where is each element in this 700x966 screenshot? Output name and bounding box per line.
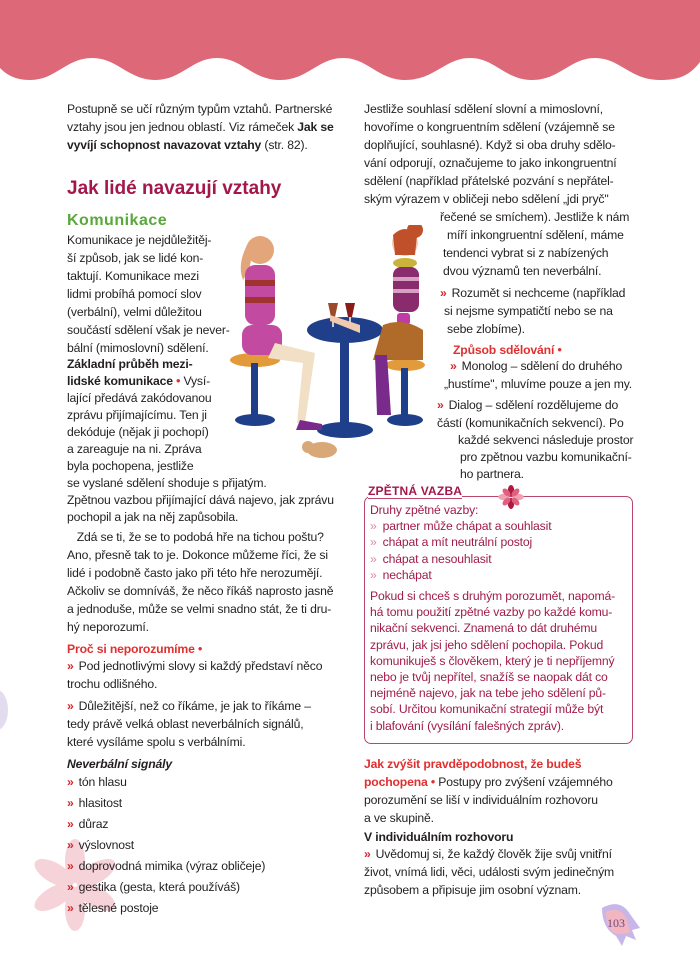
bullet-icon: » [370, 535, 377, 550]
proc-title: Proč si neporozumíme • [67, 642, 203, 656]
pochopena-paragraph [364, 755, 613, 827]
bullet-icon: » [67, 699, 74, 713]
list-item [67, 898, 265, 919]
tichou-posta-paragraph: Zdá se ti, že se to podobá hře na tichou poštu? Ano, přesně tak to je. Dokonce můžeme říci, že si lidé i podobně často jako při této hře nerozumějí. Ačkoliv se domníváš, že něco říkáš naprosto jasně a jednoduše, může se velmi snadno stát, že ti dru- hý neporozumí. [67, 530, 334, 634]
list-item-text: tón hlasu [78, 775, 127, 789]
bullet-icon: » [364, 847, 371, 861]
list-item [67, 856, 265, 877]
zakladni-text-rest: lající předává zakódovanou zprávu přijímajícímu. Ten ji dekóduje (nějak ji pochopí) a zareaguje na ni. Zpráva byla pochopena, jestliže se vyslané sdělení shoduje s přijatým. Zpětnou vazbou přijímající dává najevo, jak zprávu pochopil a jak na něj zapůsobila. [67, 391, 334, 524]
bullet-icon: » [370, 551, 377, 566]
list-item: partner může chápat a souhlasit [382, 519, 552, 534]
bullet-icon: » [370, 519, 377, 534]
subheading-komunikace: Komunikace [67, 212, 168, 229]
text-line: Dialog – sdělení rozdělujeme do [448, 398, 619, 412]
list-item-text: tělesné postoje [78, 901, 159, 915]
header-wave-decoration [0, 0, 700, 90]
intro-page-ref: (str. 82). [261, 138, 308, 152]
bullet-dot: • [172, 374, 184, 388]
list-item: chápat a mít neutrální postoj [382, 535, 533, 550]
individualni-text: Uvědomuj si, že každý člověk žije svůj vnitřní život, vnímá lidi, věci, události svým jedinečným způsobem a připisuje jim osobní význam. [364, 847, 615, 897]
section-heading: Jak lidé navazují vztahy [67, 178, 282, 199]
zakladni-paragraph [67, 356, 334, 526]
proc-item-2 [67, 697, 311, 751]
feedback-box-title: ZPĚTNÁ VAZBA [368, 484, 463, 498]
text-line: si nejsme sympatičtí nebo se na [444, 304, 613, 318]
zakladni-text: Vysí- [183, 374, 210, 388]
intro-paragraph [67, 100, 334, 154]
proc-item-text: Pod jednotlivými slovy si každý představí něco trochu odlišného. [67, 659, 323, 691]
komunikace-paragraph: Komunikace je nejdůležitěj- ší způsob, jak se lidé kon- taktují. Komunikace mezi lidmi probíhá pomocí slov (verbální), velmi důležitou součástí sdělení však je never- bální (mimoslovní) sdělení. [67, 233, 230, 355]
intro-bold-ref-2: vyvíjí schopnost navazovat vztahy [67, 138, 262, 152]
list-item [67, 793, 265, 814]
text-line: ho partnera. [460, 467, 524, 481]
bullet-icon: » [440, 286, 447, 300]
list-item-text: gestika (gesta, která používáš) [78, 880, 240, 894]
individualni-title: V individuálním rozhovoru [364, 830, 514, 844]
pochopena-text: Postupy pro zvýšení vzájemného [435, 775, 613, 789]
zakladni-title: Základní průběh mezi- [67, 357, 193, 371]
kongruence-paragraph: Jestliže souhlasí sdělení slovní a mimoslovní, hovoříme o kongruentním sdělení (vzájemně se doplňující, souhlasné). Když si oba druhy sdělo- vání odporují, označujeme to jako inkongruentní sdělení (například přátelské pozvání s nepřátel- ským výrazem v obličeji nebo sdělení „jdi pryč" [364, 102, 617, 206]
text-line: „hustíme", mluvíme pouze a jen my. [444, 377, 632, 391]
rozumet-item [440, 284, 625, 302]
monolog-item [450, 357, 622, 375]
list-item [67, 772, 265, 793]
bullet-icon: » [67, 838, 74, 852]
bullet-icon: » [370, 567, 377, 582]
list-item-text: hlasitost [78, 796, 122, 810]
proc-item-1 [67, 657, 322, 693]
pochopena-title-2: pochopena • [364, 775, 436, 789]
list-item-text: výslovnost [78, 838, 135, 852]
list-item: nechápat [382, 567, 432, 582]
text-line: Rozumět si nechceme (například [451, 286, 626, 300]
list-item: chápat a nesouhlasit [382, 551, 492, 566]
intro-text: Postupně se učí různým typům vztahů. Partnerské vztahy jsou jen jednou oblastí. Viz rámeček [67, 102, 333, 134]
zpusob-title: Způsob sdělování • [453, 343, 562, 357]
dialog-item [437, 396, 618, 414]
zakladni-title-2: lidské komunikace [67, 374, 173, 388]
text-line: Monolog – sdělení do druhého [461, 359, 623, 373]
list-item-text: doprovodná mimika (výraz obličeje) [78, 859, 266, 873]
bullet-icon: » [67, 859, 74, 873]
bullet-icon: » [67, 817, 74, 831]
text-line: každé sekvenci následuje prostor [458, 433, 634, 447]
list-item [67, 814, 265, 835]
list-item [67, 877, 265, 898]
bullet-icon: » [450, 359, 457, 373]
list-item [67, 835, 265, 856]
list-item-text: důraz [78, 817, 109, 831]
bullet-icon: » [437, 398, 444, 412]
text-line: pro zpětnou vazbu komunikační- [460, 450, 632, 464]
text-line: míří inkongruentní sdělení, máme [447, 228, 624, 242]
text-line: částí (komunikačních sekvencí). Po [437, 416, 624, 430]
proc-item-text: Důležitější, než co říkáme, je jak to říkáme – tedy právě velká oblast neverbálních signálů, které vysíláme spolu s verbálními. [67, 699, 311, 749]
text-line: dvou významů ten neverbální. [443, 264, 602, 278]
side-tab-decoration [0, 690, 8, 730]
feedback-box-content [370, 502, 615, 734]
neverbalni-list [67, 772, 265, 919]
text-line: řečené se smíchem). Jestliže k nám [440, 210, 630, 224]
bullet-icon: » [67, 796, 74, 810]
pochopena-title: Jak zvýšit pravděpodobnost, že budeš [364, 757, 582, 771]
feedback-paragraph: Pokud si chceš s druhým porozumět, napomá- há tomu použití zpětné vazby po každé komu- nikační sekvenci. Znamená to dát druhému zprávu, jak jsi jeho sdělení pochopila. Pokud komunikuješ s člověkem, který je ti nepříjemný nebo je tvůj nepřítel, snažíš se naopak dát co nejméně najevo, jak na tebe jeho sdělení pů- sobí. Určitou komunikační strategií může být i blafování (vysílání falešných zpráv). [370, 589, 616, 733]
text-line: sebe zlobíme). [447, 322, 525, 336]
individualni-item [364, 845, 614, 899]
text-line: tendenci vybrat si z nabízených [443, 246, 609, 260]
pochopena-text-rest: porozumění se liší v individuálním rozhovoru a ve skupině. [364, 793, 598, 825]
bullet-icon: » [67, 880, 74, 894]
intro-bold-ref: Jak se [297, 120, 334, 134]
feedback-intro: Druhy zpětné vazby: [370, 503, 479, 517]
bullet-icon: » [67, 659, 74, 673]
bullet-icon: » [67, 901, 74, 915]
bullet-icon: » [67, 775, 74, 789]
page-number: 103 [607, 916, 625, 930]
neverbalni-title: Neverbální signály [67, 757, 172, 771]
